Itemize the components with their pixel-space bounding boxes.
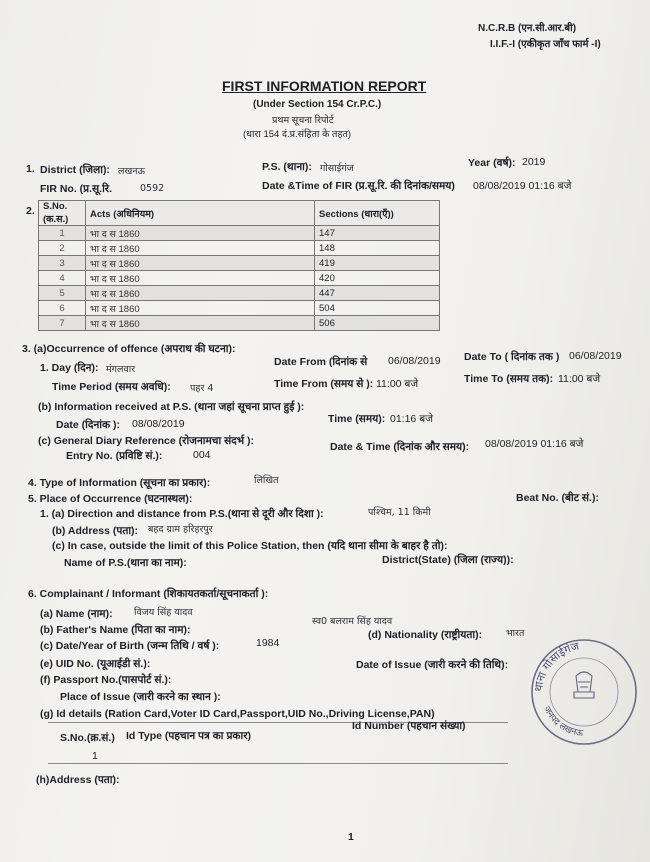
dob-label: (c) Date/Year of Birth (जन्म तिथि / वर्ष ):: [40, 640, 220, 652]
direction-label: 1. (a) Direction and distance from P.S.(थाना से दूरी और दिशा ):: [40, 508, 324, 520]
row-sno: 4: [39, 271, 86, 286]
row-act: भा द स 1860: [86, 286, 315, 301]
page-number: 1: [348, 831, 354, 843]
id-col-sno: S.No.(क्र.सं.): [60, 732, 115, 744]
acts-table-row: [39, 316, 440, 331]
row-section: 419: [315, 256, 440, 271]
id-table-bottom-line: [48, 763, 508, 764]
acts-table-row: [39, 241, 440, 256]
year-value: 2019: [522, 156, 546, 168]
row-section: 147: [315, 226, 440, 241]
acts-table-row: [39, 301, 440, 316]
date-from-label: Date From (दिनांक से: [274, 356, 368, 368]
year-label: Year (वर्ष):: [468, 157, 516, 169]
address-label: (b) Address (पता):: [52, 525, 139, 537]
issue-date-label: Date of Issue (जारी करने की तिथि):: [356, 659, 509, 671]
id-row-sno: 1: [92, 750, 98, 762]
id-col-type: Id Type (पहचान पत्र का प्रकार): [126, 730, 251, 742]
info-date-value: 08/08/2019: [132, 418, 185, 430]
father-name-label: (b) Father's Name (पिता का नाम):: [40, 624, 191, 636]
address-value: बहद ग्राम हरिहरपुर: [148, 524, 213, 535]
row-section: 420: [315, 271, 440, 286]
row-section: 148: [315, 241, 440, 256]
other-district-label: District(State) (जिला (राज्य)):: [382, 554, 514, 566]
fir-datetime-label: Date &Time of FIR (प्र.सू.रि. की दिनांक/समय): [262, 180, 455, 192]
ncrb-code: N.C.R.B (एन.सी.आर.बी): [478, 23, 577, 34]
row-sno: 1: [39, 226, 86, 241]
row-section: 506: [315, 316, 440, 331]
nationality-label: (d) Nationality (राष्ट्रीयता):: [368, 629, 483, 641]
s1-number: 1.: [26, 163, 35, 175]
other-ps-name-label: Name of P.S.(थाना का नाम):: [64, 557, 187, 569]
issue-place-label: Place of Issue (जारी करने का स्थान ):: [60, 691, 221, 703]
info-received-label: (b) Information received at P.S. (थाना जहां सूचना प्राप्त हुई ):: [38, 401, 305, 413]
seal-bottom-text: जनपद लखनऊ: [541, 704, 584, 739]
info-time-value: 01:16 बजे: [390, 413, 433, 425]
uid-label: (e) UID No. (यूआईडी सं.):: [40, 658, 151, 670]
time-from-label: Time From (समय से ):: [274, 378, 374, 390]
row-act: भा द स 1860: [86, 316, 315, 331]
info-type-label: 4. Type of Information (सूचना का प्रकार):: [28, 477, 211, 489]
diary-datetime-value: 08/08/2019 01:16 बजे: [485, 438, 584, 450]
time-to-value: 11:00 बजे: [558, 373, 601, 385]
district-value: लखनऊ: [118, 166, 145, 177]
time-period-value: पहर 4: [190, 383, 214, 394]
row-act: भा द स 1860: [86, 271, 315, 286]
day-value: मंगलवार: [106, 364, 136, 375]
ps-label: P.S. (थाना):: [262, 161, 312, 173]
document-section: (Under Section 154 Cr.P.C.): [253, 99, 382, 110]
time-to-label: Time To (समय तक):: [464, 373, 554, 385]
row-section: 447: [315, 286, 440, 301]
acts-table-row: [39, 286, 440, 301]
document-title: FIRST INFORMATION REPORT: [222, 78, 427, 94]
complainant-name-value: विजय सिंह यादव: [134, 607, 193, 618]
emblem-icon: [574, 672, 594, 698]
row-act: भा द स 1860: [86, 241, 315, 256]
row-sno: 2: [39, 241, 86, 256]
date-to-label: Date To ( दिनांक तक ): [464, 351, 560, 363]
nationality-value: भारत: [506, 628, 525, 639]
complainant-heading: 6. Complainant / Informant (शिकायतकर्ता/सूचनाकर्ता ):: [28, 588, 269, 600]
acts-table-row: [39, 271, 440, 286]
col-acts-header: Acts (अधिनियम): [86, 201, 315, 226]
row-sno: 5: [39, 286, 86, 301]
acts-table-row: [39, 256, 440, 271]
day-label: 1. Day (दिन):: [40, 362, 99, 374]
complainant-address-label: (h)Address (पता):: [36, 774, 120, 786]
acts-sections-table: [38, 200, 440, 331]
entry-no-label: Entry No. (प्रविष्टि सं.):: [66, 450, 163, 462]
occurrence-heading: 3. (a)Occurrence of offence (अपराध की घटना):: [22, 343, 236, 355]
diary-ref-label: (c) General Diary Reference (रोजनामचा संदर्भ ):: [38, 435, 255, 447]
direction-value: पश्चिम, 11 किमी: [368, 507, 431, 518]
id-col-number: Id Number (पहचान संख्या): [352, 720, 466, 732]
diary-datetime-label: Date & Time (दिनांक और समय):: [330, 441, 470, 453]
id-details-label: (g) Id details (Ration Card,Voter ID Card,Passport,UID No.,Driving License,PAN): [40, 708, 435, 720]
row-sno: 7: [39, 316, 86, 331]
iif-code: I.I.F.-I (एकीकृत जाँच फार्म -I): [490, 39, 601, 50]
row-sno: 3: [39, 256, 86, 271]
document-hindi-section: (धारा 154 दं.प्र.संहिता के तहत): [243, 129, 352, 140]
info-date-label: Date (दिनांक ):: [56, 419, 120, 431]
fir-no-value: 0592: [140, 183, 165, 194]
fir-no-label: FIR No. (प्र.सू.रि.: [40, 183, 112, 195]
info-type-value: लिखित: [254, 475, 279, 486]
police-station-seal: [524, 630, 644, 750]
fir-datetime-value: 08/08/2019 01:16 बजे: [473, 180, 572, 192]
info-time-label: Time (समय):: [328, 413, 386, 425]
document-hindi-title: प्रथम सूचना रिपोर्ट: [272, 115, 334, 126]
row-act: भा द स 1860: [86, 256, 315, 271]
date-from-value: 06/08/2019: [388, 355, 441, 367]
acts-table-header: [39, 201, 440, 226]
dob-value: 1984: [256, 637, 280, 649]
ps-value: गोसाईगंज: [320, 163, 354, 174]
date-to-value: 06/08/2019: [569, 350, 622, 362]
time-period-label: Time Period (समय अवधि):: [52, 381, 171, 393]
s2-number: 2.: [26, 205, 35, 217]
outside-limit-label: (c) In case, outside the limit of this Police Station, then (यदि थाना सीमा के बाहर है तो):: [52, 540, 448, 552]
col-sno-header: S.No. (क.स.): [39, 201, 86, 226]
district-label: District (जिला):: [40, 164, 110, 176]
beat-no-label: Beat No. (बीट सं.):: [516, 492, 599, 504]
row-act: भा द स 1860: [86, 226, 315, 241]
row-sno: 6: [39, 301, 86, 316]
row-section: 504: [315, 301, 440, 316]
time-from-value: 11:00 बजे: [376, 378, 419, 390]
place-heading: 5. Place of Occurrence (घटनास्थल):: [28, 493, 193, 505]
entry-no-value: 004: [193, 449, 211, 461]
passport-label: (f) Passport No.(पासपोर्ट सं.):: [40, 674, 172, 686]
row-act: भा द स 1860: [86, 301, 315, 316]
col-sections-header: Sections (धारा(एँ)): [315, 201, 440, 226]
seal-top-text: थाना गोसाईगंज: [531, 639, 581, 693]
father-name-value: स्व0 बलराम सिंह यादव: [312, 616, 393, 627]
acts-table-row: [39, 226, 440, 241]
complainant-name-label: (a) Name (नाम):: [40, 608, 113, 620]
